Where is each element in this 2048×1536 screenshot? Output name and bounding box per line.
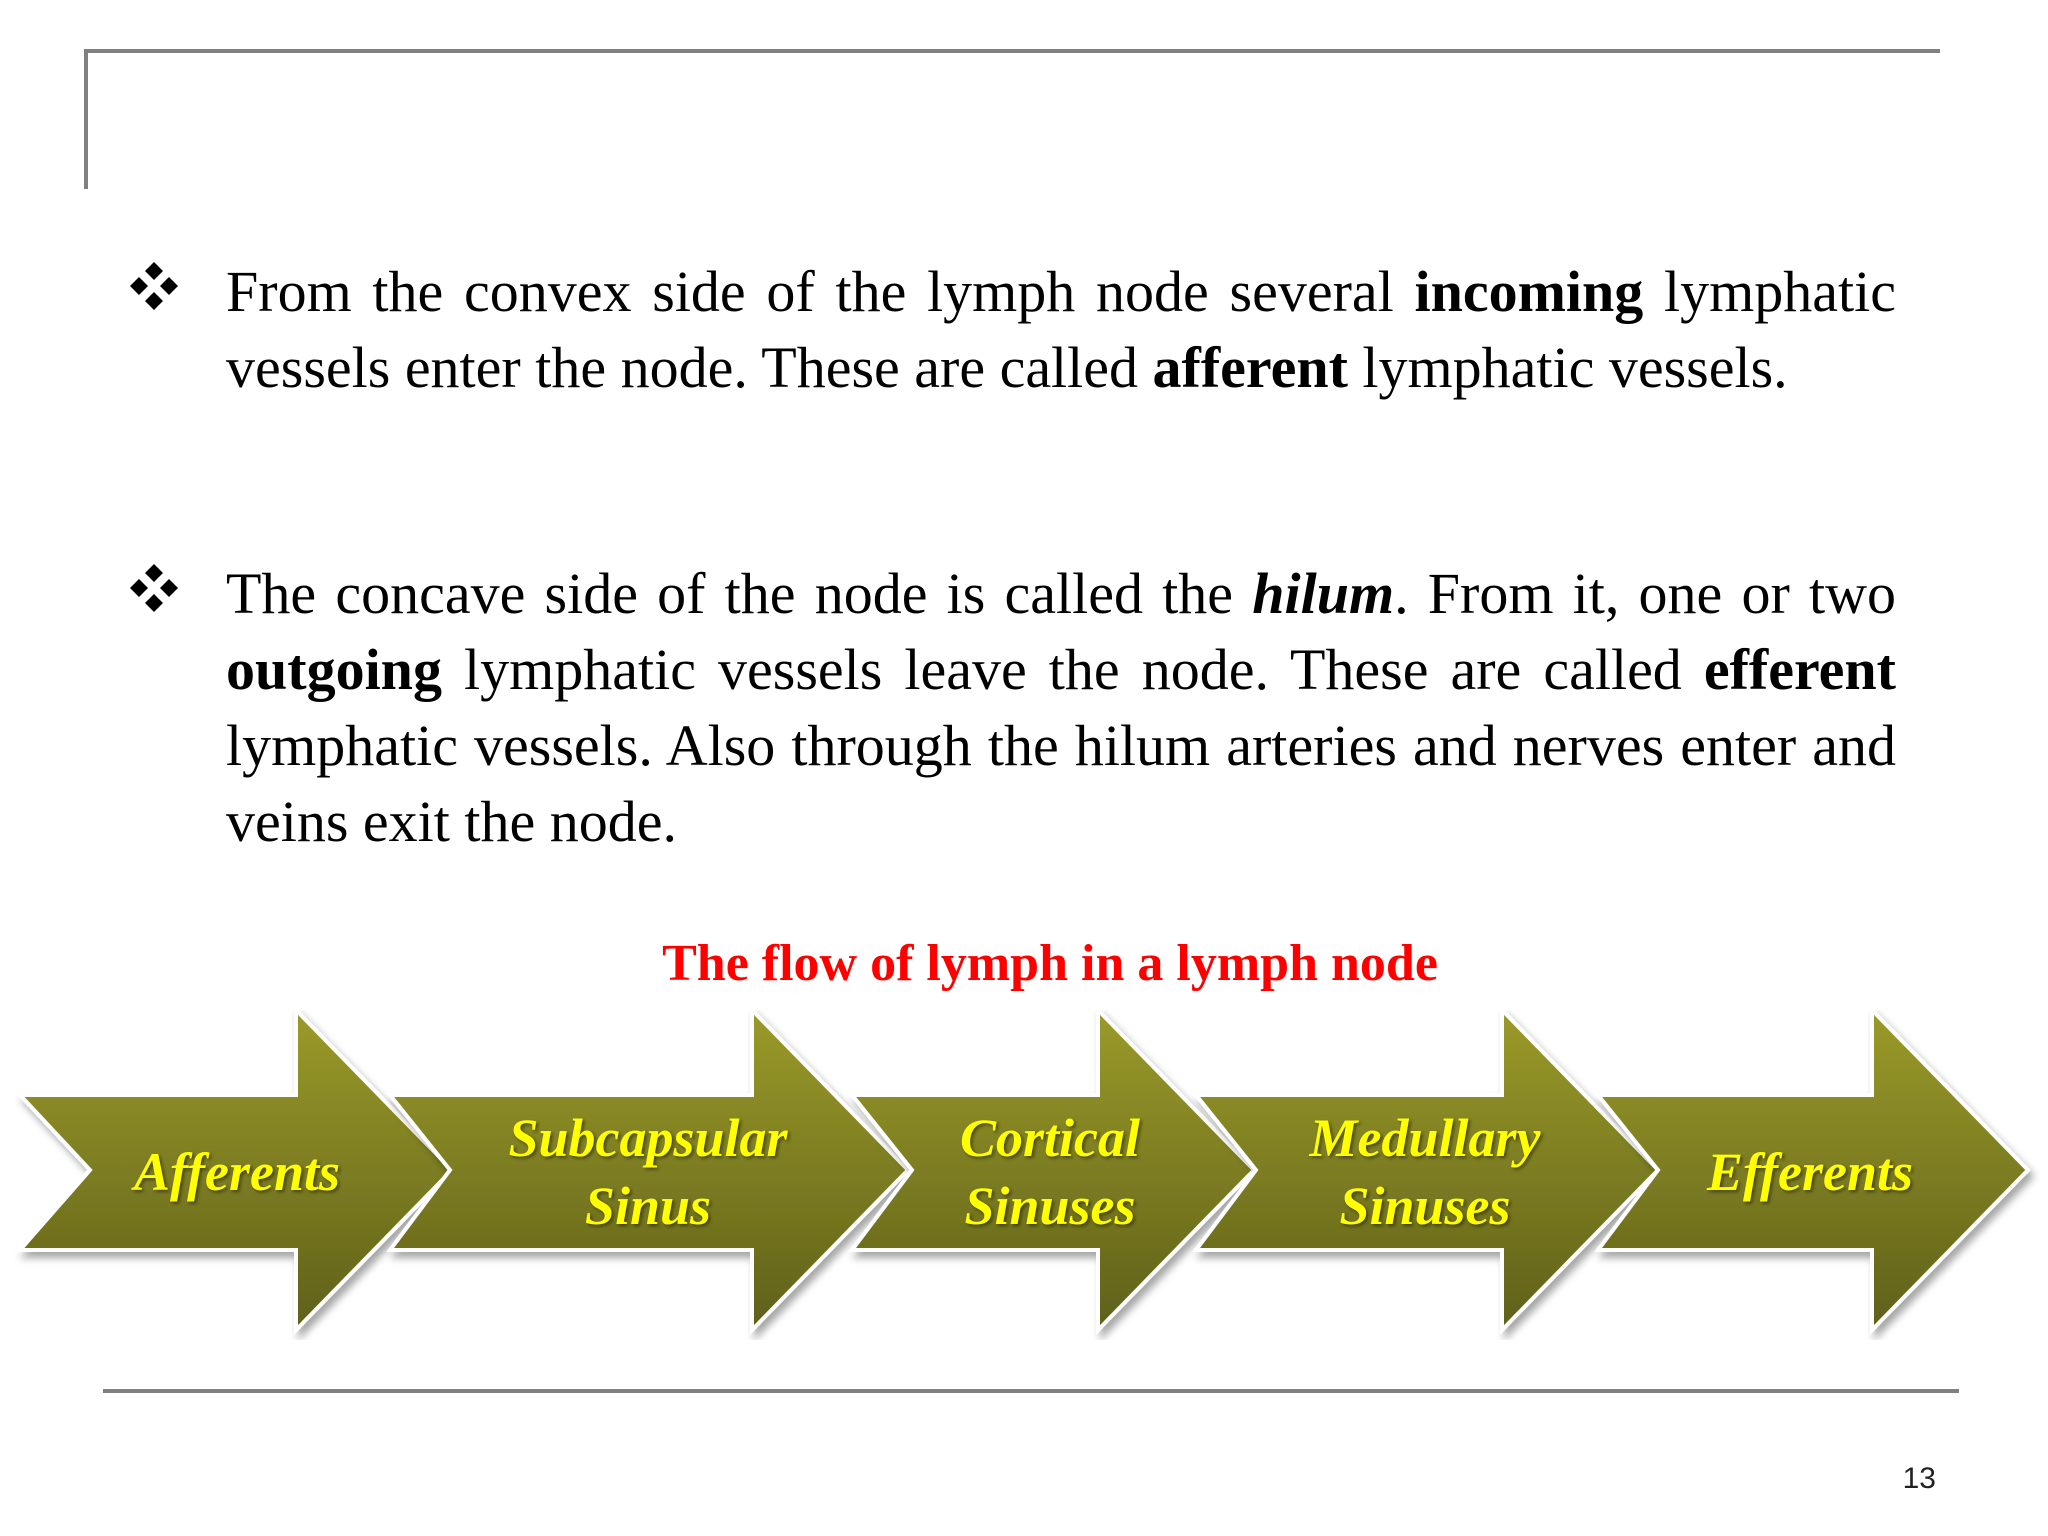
bold-term: incoming bbox=[1414, 259, 1644, 324]
flow-title bbox=[0, 934, 2048, 993]
text-run: The concave side of the node is called the bbox=[226, 561, 1253, 626]
bold-term: efferent bbox=[1703, 637, 1896, 702]
text-run: lymphatic vessels leave the node. These are called bbox=[441, 637, 1704, 702]
text-run: lymphatic vessels enter the node. These are called bbox=[226, 259, 1896, 400]
diamond-bullet-icon bbox=[126, 560, 182, 616]
flow-step-label: Cortical Sinuses bbox=[959, 1108, 1141, 1236]
bold-term: hilum bbox=[1252, 561, 1395, 626]
bold-term: outgoing bbox=[226, 637, 442, 702]
frame-bottom-rule bbox=[103, 1389, 1959, 1393]
flow-step-label: Afferents bbox=[133, 1142, 341, 1202]
frame-top-rule bbox=[84, 49, 1940, 53]
page-number: 13 bbox=[1902, 1462, 1936, 1495]
text-run: lymphatic vessels. bbox=[1347, 335, 1788, 400]
bullet-text bbox=[226, 556, 1896, 860]
text-run: lymphatic vessels. Also through the hilum arteries and nerves enter and veins exit the node. bbox=[226, 713, 1896, 854]
flow-step-label: Subcapsular Sinus bbox=[508, 1108, 788, 1236]
bullet-text bbox=[226, 254, 1896, 406]
text-run: From the convex side of the lymph node several bbox=[226, 259, 1415, 324]
lymph-flow-diagram bbox=[0, 1010, 2048, 1340]
diamond-bullet-icon bbox=[126, 258, 182, 314]
bullet-item-afferent bbox=[126, 254, 1896, 406]
text-run: . From it, one or two bbox=[1394, 561, 1896, 626]
flow-step-label: Efferents bbox=[1706, 1142, 1914, 1202]
flow-step-label: Medullary Sinuses bbox=[1309, 1108, 1541, 1236]
flow-title-text: The flow of lymph in a lymph node bbox=[662, 935, 1438, 992]
bullet-item-efferent bbox=[126, 556, 1896, 860]
bold-term: afferent bbox=[1152, 335, 1348, 400]
frame-left-rule bbox=[84, 49, 88, 189]
